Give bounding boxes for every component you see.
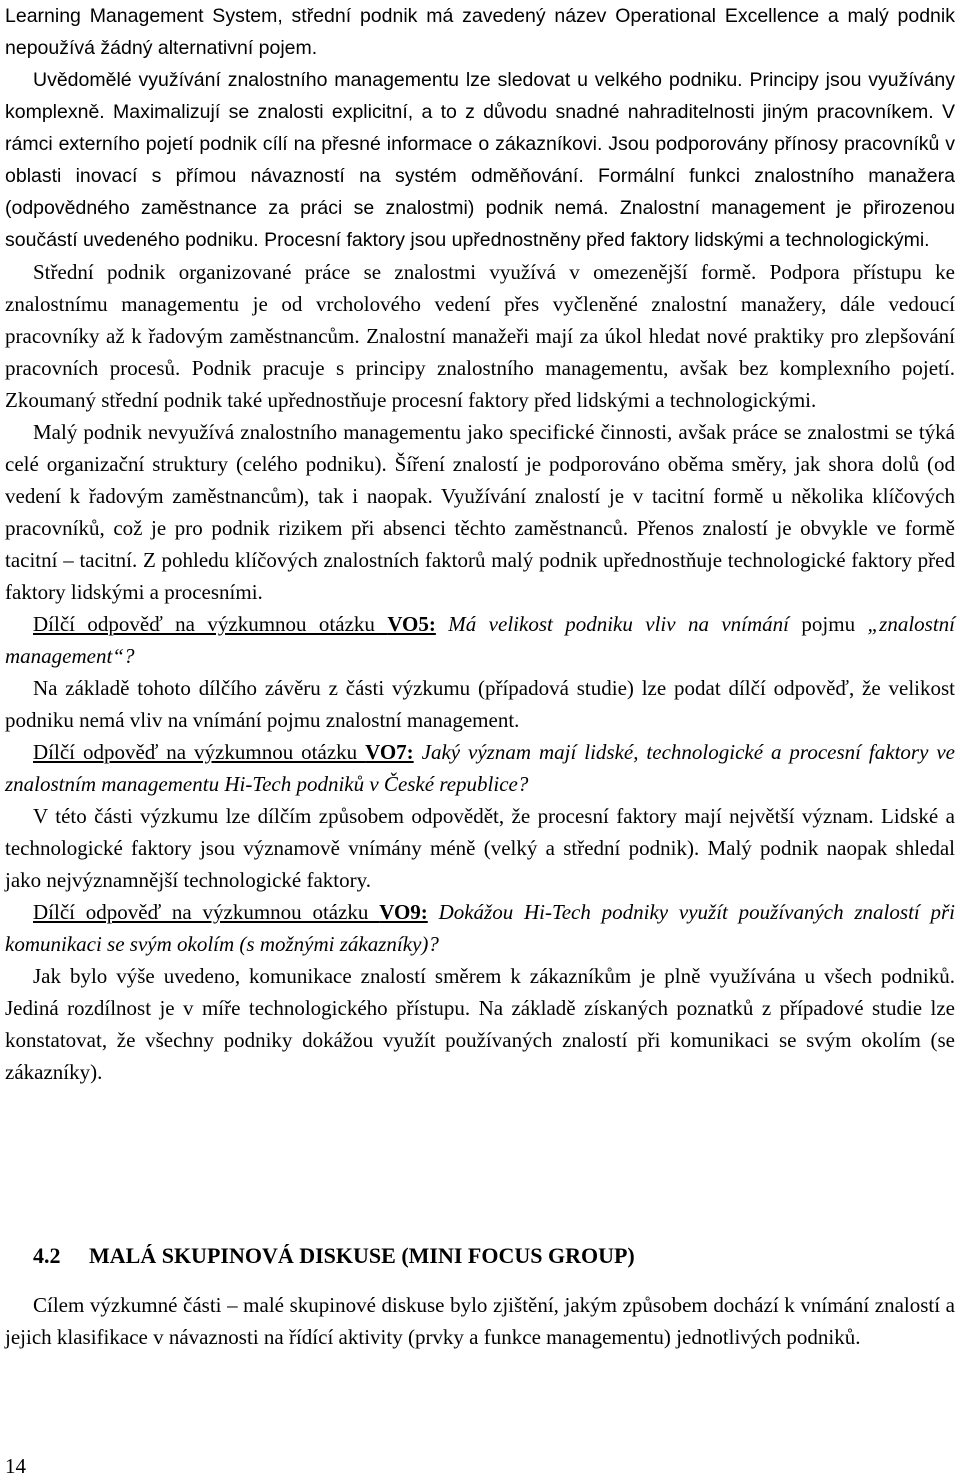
answer-vo9-body: Jak bylo výše uvedeno, komunikace znalostí směrem k zákazníkům je plně využívána u všech podniků. Jediná rozdílnost je v míře technologického přístupu. Na základě získaných poznatků z případové studie lze konstatovat, že všechny podniky dokážou využít používaných znalostí při komunikaci se svým okolím (se zákazníky). xyxy=(5,964,955,1084)
paragraph-medium-enterprise: Střední podnik organizované práce se znalostmi využívá v omezenější formě. Podpora přístupu ke znalostnímu managementu je od vrcholového vedení přes vyčleněné znalostní manažery, dále vedoucí pracovníky až k řadovým zaměstnancům. Znalostní manažeři mají za úkol hledat nové praktiky pro zlepšování pracovních procesů. Podnik pracuje s principy znalostního managementu, avšak bez komplexního pojetí. Zkoumaný střední podnik také upřednostňuje procesní faktory před lidskými a technologickými. xyxy=(5,260,955,412)
answer-vo5-question: Má velikost podniku vliv na vnímání xyxy=(448,612,790,636)
body-text xyxy=(5,0,955,1088)
section-body: Cílem výzkumné části – malé skupinové diskuse bylo zjištění, jakým způsobem dochází k vnímání znalostí a jejich klasifikace v návaznosti na řídící aktivity (prvky a funkce managementu) jednotlivých podniků. xyxy=(5,1293,955,1349)
page-number: 14 xyxy=(5,1454,26,1478)
section-number: 4.2 xyxy=(33,1243,61,1268)
answer-vo7-code: VO7: xyxy=(365,740,414,764)
paragraph-large-enterprise: Uvědomělé využívání znalostního managementu lze sledovat u velkého podniku. Principy jsou využívány komplexně. Maximalizují se znalosti explicitní, a to z důvodu snadné nahraditelnosti jiným pracovníkem. V rámci externího pojetí podnik cílí na přesné informace o zákazníkovi. Jsou podporovány přínosy pracovníků v oblasti inovací s přímou návazností na systém odměňování. Formální funkci znalostního manažera (odpovědného zaměstnance za práci se znalostmi) podnik nemá. Znalostní management je přirozenou součástí uvedeného podniku. Procesní faktory jsou upřednostněny před faktory lidskými a technologickými. xyxy=(5,69,955,251)
answer-vo9-question: Dokážou Hi-Tech podniky využít používaných znalostí při komunikaci se svým okolím (s možnými zákazníky)? xyxy=(5,900,956,956)
answer-vo5-question-tail: „znalostní management“? xyxy=(5,612,956,668)
answer-vo7-body: V této části výzkumu lze dílčím způsobem odpovědět, že procesní faktory mají největší význam. Lidské a technologické faktory jsou významově vnímány méně (velký a střední podnik). Malý podnik naopak shledal jako nejvýznamnější technologické faktory. xyxy=(5,804,955,892)
answer-vo7-heading xyxy=(5,736,955,800)
answer-vo9-code: VO9: xyxy=(379,900,428,924)
answer-vo9-prefix: Dílčí odpověď na výzkumnou otázku xyxy=(33,900,380,924)
answer-vo5-prefix: Dílčí odpověď na výzkumnou otázku xyxy=(33,612,388,636)
answer-vo7-prefix: Dílčí odpověď na výzkumnou otázku xyxy=(33,740,366,764)
answer-vo7-question: Jaký význam mají lidské, technologické a procesní faktory ve znalostním managementu Hi-Tech podniků v České republice? xyxy=(5,740,955,796)
paragraph-small-enterprise: Malý podnik nevyužívá znalostního managementu jako specifické činnosti, avšak práce se znalostmi se týká celé organizační struktury (celého podniku). Šíření znalostí je podporováno oběma směry, jak shora dolů (od vedení k řadovým zaměstnancům), tak i naopak. Využívání znalostí je v tacitní formě u několika klíčových pracovníků, což je pro podnik rizikem při absenci těchto zaměstnanců. Přenos znalostí je obvykle ve formě tacitní – tacitní. Z pohledu klíčových znalostních faktorů malý podnik upřednostňuje technologické faktory před faktory lidskými a procesními. xyxy=(5,420,955,604)
answer-vo9-heading xyxy=(5,896,955,960)
section-title: MALÁ SKUPINOVÁ DISKUSE (MINI FOCUS GROUP) xyxy=(89,1243,635,1268)
answer-vo5-body: Na základě tohoto dílčího závěru z části výzkumu (případová studie) lze podat dílčí odpověď, že velikost podniku nemá vliv na vnímání pojmu znalostní management. xyxy=(5,676,955,732)
paragraph-lms: Learning Management System, střední podnik má zavedený název Operational Excellence a malý podnik nepoužívá žádný alternativní pojem. xyxy=(5,5,955,59)
answer-vo5-question-plain: pojmu xyxy=(789,612,868,636)
answer-vo5-code: VO5: xyxy=(387,612,436,636)
section-body-wrap xyxy=(5,1289,955,1353)
answer-vo5-heading xyxy=(5,608,955,672)
section-heading xyxy=(33,1240,635,1272)
